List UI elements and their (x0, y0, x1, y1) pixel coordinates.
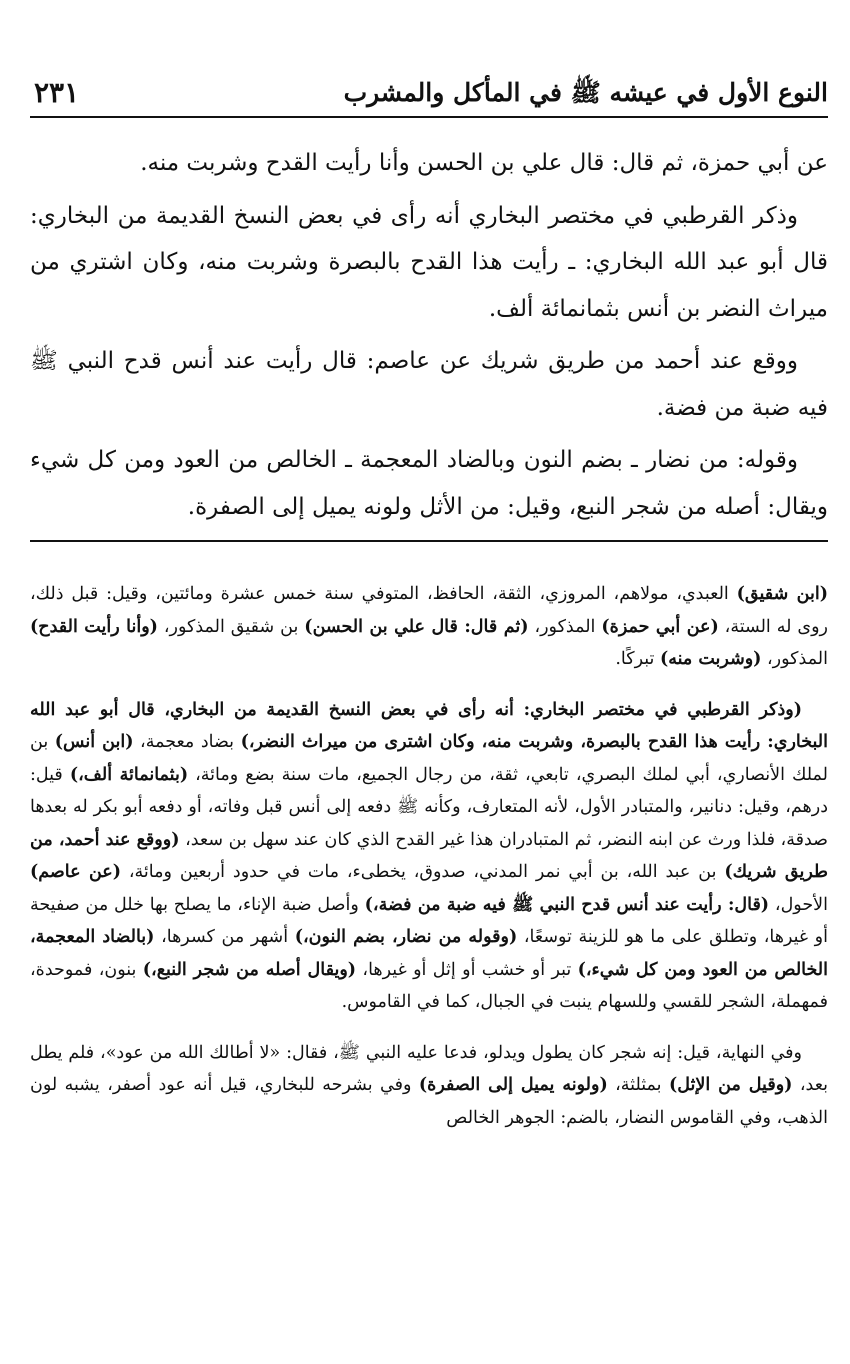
commentary-text: بنون، فموحدة، فمهملة، الشجر للقسي وللسهام ينبت في الجبال، كما في القاموس. (30, 959, 828, 1012)
main-paragraph: وذكر القرطبي في مختصر البخاري أنه رأى في بعض النسخ القديمة من البخاري: قال أبو عبد الله البخاري: ـ رأيت هذا القدح بالبصرة وشربت منه، وكان اشتري من ميراث النضر بن أنس بثمانمائة ألف. (30, 202, 828, 322)
commentary-text: بمثلثة، (607, 1075, 669, 1095)
commentary-paragraph (30, 578, 828, 676)
book-page (30, 0, 828, 1364)
quoted-phrase: (وقيل من الإثل) (668, 1075, 793, 1095)
quoted-phrase: (بالضاد المعجمة، الخالص من العود ومن كل شيء،) (30, 927, 828, 980)
main-text-block (30, 140, 828, 536)
quoted-phrase: (وأنا رأيت القدح) (30, 616, 158, 637)
quoted-phrase: (وذكر القرطبي في مختصر البخاري: أنه رأى في بعض النسخ القديمة من البخاري، قال أبو عبد الله البخاري: رأيت هذا القدح بالبصرة، وشربت منه، وكان اشترى من ميراث النضر،) (30, 699, 828, 752)
commentary-block (30, 578, 828, 1152)
commentary-text: بن شقيق المذكور، (157, 616, 305, 637)
quoted-phrase: (ولونه يميل إلى الصفرة) (418, 1075, 608, 1095)
commentary-text: قيل: درهم، وقيل: دنانير، والمتبادر الأول، لأنه المتعارف، وكأنه ﷺ دفعه إلى أنس قبل وفاته، أو دفعه أبو بكر له بعدها صدقة، فلذا ورث عن ابنه النضر، ثم المتبادران هذا غير القدح الذي كان عند سهل بن سعد، (30, 764, 828, 850)
quoted-phrase: (ابن شقيق) (736, 584, 828, 604)
commentary-text: بن لملك الأنصاري، أبي لملك البصري، تابعي، ثقة، من رجال الجميع، مات سنة بضع ومائة، (30, 732, 828, 785)
commentary-text: أشهر من كسرها، (154, 927, 295, 947)
quoted-phrase: (عن أبي حمزة) (601, 616, 719, 637)
quoted-phrase: (ويقال أصله من شجر النبع،) (142, 959, 357, 980)
commentary-text: وفي بشرحه للبخاري، قيل أنه عود أصفر، يشبه لون الذهب، وفي القاموس النضار، بالضم: الجوهر الخالص (30, 1075, 828, 1128)
quoted-phrase: (ووقع عند أحمد، من طريق شريك) (30, 829, 828, 882)
commentary-paragraph (30, 1037, 828, 1135)
main-paragraph: وقوله: من نضار ـ بضم النون وبالضاد المعجمة ـ الخالص من العود ومن كل شيء ويقال: أصله من شجر النبع، وقيل: من الأثل ولونه يميل إلى الصفرة. (30, 447, 828, 520)
page-number: ٢٣١ (34, 76, 80, 109)
chapter-title: النوع الأول في عيشه ﷺ في المأكل والمشرب (343, 78, 828, 107)
quoted-phrase: (ثم قال: قال علي بن الحسن) (304, 616, 529, 637)
quoted-phrase: (وقوله من نضار، بضم النون،) (294, 927, 518, 947)
commentary-text: وفي النهاية، قيل: إنه شجر كان يطول ويدلو، فدعا عليه النبي ﷺ، فقال: «لا أطالك الله من عود»، فلم يطل بعد، (30, 1042, 829, 1095)
commentary-text: بن عبد الله، بن أبي نمر المدني، صدوق، يخطىء، مات في حدود أربعين ومائة، (121, 862, 725, 882)
commentary-text: تبر أو خشب أو إثل أو غيرها، (356, 959, 578, 980)
quoted-phrase: (وشربت منه) (659, 649, 762, 669)
running-header (30, 76, 828, 118)
commentary-text: المذكور، (761, 649, 828, 669)
quoted-phrase: (بثمانمائة ألف،) (69, 764, 189, 785)
footnote-divider (30, 540, 828, 542)
commentary-text: العبدي، مولاهم، المروزي، الثقة، الحافظ، المتوفي سنة خمس عشرة ومائتين، وقيل: قبل ذلك، روى له الستة، (30, 584, 829, 637)
quoted-phrase: (عن عاصم) (30, 862, 122, 882)
commentary-text: المذكور، (528, 616, 602, 637)
quoted-phrase: (ابن أنس) (54, 732, 134, 752)
main-paragraph: ووقع عند أحمد من طريق شريك عن عاصم: قال رأيت عند أنس قدح النبي ﷺ فيه ضبة من فضة. (30, 348, 828, 421)
commentary-text: بضاد معجمة، (133, 732, 241, 752)
commentary-text: تبركًا. (615, 649, 660, 669)
main-paragraph: عن أبي حمزة، ثم قال: قال علي بن الحسن وأنا رأيت القدح وشربت منه. (140, 150, 828, 176)
commentary-text: الأحول، (769, 894, 828, 915)
commentary-text: وأصل ضبة الإناء، ما يصلح بها خلل من صفيحة أو غيرها، وتطلق على ما هو للزينة توسعًا، (30, 894, 828, 947)
commentary-paragraph (30, 694, 828, 1019)
quoted-phrase: (قال: رأيت عند أنس قدح النبي ﷺ فيه ضبة من فضة،) (364, 894, 770, 915)
